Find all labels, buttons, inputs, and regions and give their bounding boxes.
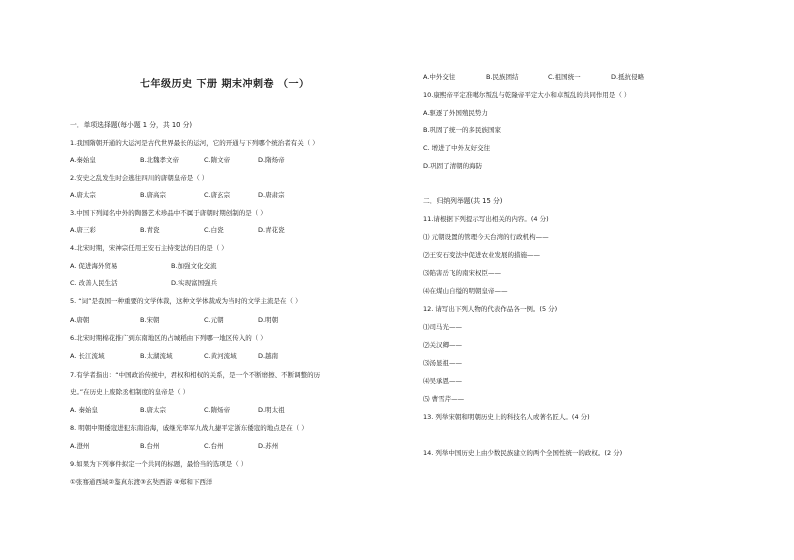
- question-10-option-a: A.驱逐了外国殖民势力: [423, 109, 488, 117]
- question-6-option-d: D.越南: [258, 352, 279, 360]
- question-2-option-a: A.唐太宗: [70, 191, 96, 199]
- question-11-item-3: ⑶陷害岳飞的南宋权臣——: [423, 269, 501, 277]
- question-4-option-d: D.实现富国强兵: [171, 279, 218, 287]
- question-12-item-2: ⑵关汉卿——: [423, 341, 462, 349]
- question-6-option-a: A. 长江流域: [70, 352, 105, 360]
- page-title: 七年级历史 下册 期末冲刺卷 （一）: [140, 79, 310, 90]
- question-11-stem: 11.请根据下列提示写出相关的内容。(4 分): [423, 215, 549, 223]
- question-1-stem: 1.我国隋朝开通的大运河是古代世界最长的运河，它的开通与下列哪个统治者有关（ ）: [70, 139, 319, 147]
- question-8-option-d: D.苏州: [258, 442, 279, 450]
- section-heading-single-choice: 一．单项选择题(每小题 1 分，共 10 分): [70, 121, 193, 129]
- question-7-option-c: C.隋炀帝: [204, 406, 231, 414]
- question-10-option-c: C. 增进了中外友好交往: [423, 144, 491, 152]
- question-9-option-a: A.中外交往: [423, 73, 456, 81]
- question-10-option-d: D.巩固了清朝的海防: [423, 162, 483, 170]
- question-14-stem: 14. 列举中国历史上由少数民族建立的两个全国性统一的政权。(2 分): [423, 449, 623, 457]
- question-12-stem: 12. 请写出下列人物的代表作品各一例。(5 分): [423, 305, 558, 313]
- question-8-option-c: C.台州: [204, 442, 224, 450]
- question-9-stem: 9.如果为下列事件拟定一个共同的标题，最恰当的选项是（ ）: [70, 460, 248, 468]
- question-5-option-b: B.宋朝: [140, 316, 160, 324]
- question-12-item-4: ⑷吴承恩——: [423, 377, 462, 385]
- question-2-option-b: B.唐高宗: [140, 191, 167, 199]
- question-11-item-2: ⑵王安石变法中促进农业发展的措施——: [423, 251, 540, 259]
- question-5-option-a: A.唐朝: [70, 316, 90, 324]
- question-1-option-b: B.北魏孝文帝: [140, 156, 180, 164]
- question-12-item-1: ⑴司马光——: [423, 323, 462, 331]
- question-2-option-d: D.唐肃宗: [258, 191, 285, 199]
- question-3-option-d: D.青花瓷: [258, 226, 285, 234]
- question-3-stem: 3.中国下列闻名中外的陶器艺术珍品中不属于唐朝时期创制的是（ ）: [70, 209, 267, 217]
- question-3-option-a: A.唐三彩: [70, 226, 96, 234]
- question-9-option-d: D.抵抗侵略: [611, 73, 645, 81]
- question-5-option-c: C.元朝: [204, 316, 224, 324]
- question-4-option-c: C. 改善人民生活: [70, 279, 118, 287]
- question-12-item-3: ⑶汤显祖——: [423, 359, 462, 367]
- question-11-item-4: ⑷在煤山自缢的明朝皇帝——: [423, 287, 508, 295]
- question-11-item-1: ⑴ 元朝设置的管理今天台湾的行政机构——: [423, 233, 549, 241]
- question-5-option-d: D.明朝: [258, 316, 279, 324]
- question-10-option-b: B.巩固了统一的多民族国家: [423, 126, 502, 134]
- question-8-option-b: B.台州: [140, 442, 160, 450]
- question-1-option-c: C.隋文帝: [204, 156, 231, 164]
- question-9-option-c: C.祖国统一: [548, 73, 581, 81]
- question-5-stem: 5. “词”是我国一种重要的文学体裁，这种文学体裁成为当时的文学主流是在（ ）: [70, 297, 302, 305]
- question-9-option-b: B.民族团结: [486, 73, 519, 81]
- question-2-stem: 2.安史之乱发生时会逃往四川的唐朝皇帝是（ ）: [70, 174, 209, 182]
- question-7-option-a: A. 秦始皇: [70, 406, 98, 414]
- question-7-option-b: B.唐太宗: [140, 406, 167, 414]
- question-6-stem: 6.北宋时期棉花推广到东南地区的占城稻由下列哪一地区传入的（ ）: [70, 334, 267, 342]
- question-10-stem: 10.康熙帝平定准噶尔叛乱与乾隆帝平定大小和卓叛乱的共同作用是（ ）: [423, 91, 631, 99]
- question-7-stem-line1: 7.有学者指出：“中国政治传统中，君权和相权的关系，是一个不断磨擦、不断调整的历: [70, 371, 321, 379]
- question-1-option-a: A.秦始皇: [70, 156, 96, 164]
- question-2-option-c: C.唐玄宗: [204, 191, 231, 199]
- question-1-option-d: D.隋炀帝: [258, 156, 285, 164]
- question-7-option-d: D.明太祖: [258, 406, 285, 414]
- question-4-option-b: B.加强文化交流: [171, 262, 217, 270]
- question-8-option-a: A.澄州: [70, 442, 90, 450]
- question-9-items: ①张骞通西域②鉴真东渡③玄奘西游 ④郑和下西洋: [70, 478, 213, 486]
- question-4-option-a: A. 促进海外贸易: [70, 262, 118, 270]
- question-8-stem: 8. 明朝中期倭寇进犯东南沿海，戚继光率军九战九捷平定浙东倭寇的地点是在（ ）: [70, 424, 308, 432]
- question-6-option-b: B.太湖流域: [140, 352, 173, 360]
- question-4-stem: 4.北宋时期，宋神宗任用王安石主持变法的目的是（ ）: [70, 244, 228, 252]
- section-heading-summary: 二．归纳列举题(共 15 分): [423, 197, 503, 205]
- question-13-stem: 13. 列举宋朝和明朝历史上的科技名人或著名匠人。(4 分): [423, 413, 590, 421]
- question-6-option-c: C.黄河流域: [204, 352, 237, 360]
- question-7-stem-line2: 史。”在历史上废除丞相制度的皇帝是（ ）: [70, 388, 190, 396]
- question-3-option-c: C.白瓷: [204, 226, 224, 234]
- question-3-option-b: B.青瓷: [140, 226, 160, 234]
- question-12-item-5: ⑸ 曹雪芹——: [423, 395, 465, 403]
